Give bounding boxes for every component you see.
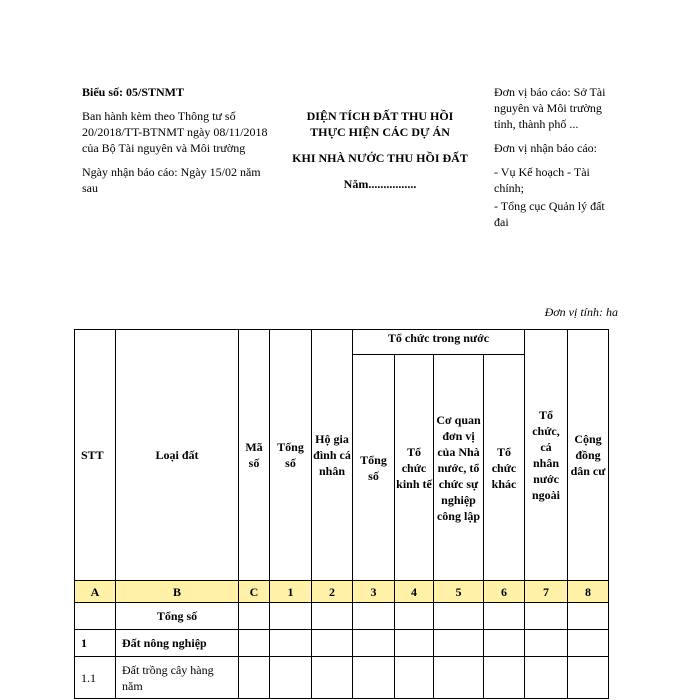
header-ma-so: Mã số — [239, 330, 270, 581]
table-row — [75, 630, 609, 657]
index-cell: 2 — [312, 581, 353, 603]
unit-label: Đơn vị tính: ha — [544, 305, 618, 319]
index-cell: 7 — [525, 581, 568, 603]
report-table — [74, 329, 609, 699]
table-row — [75, 657, 609, 699]
header-row-1 — [75, 330, 609, 355]
reporting-info — [494, 84, 614, 238]
index-row — [75, 581, 609, 603]
row-name: Đất nông nghiệp — [116, 630, 239, 657]
receiver-2: - Tổng cục Quản lý đất đai — [494, 199, 605, 229]
header-tc-tong-so: Tổng số — [353, 355, 395, 581]
table-row — [75, 603, 609, 630]
index-cell: B — [116, 581, 239, 603]
report-title — [275, 108, 485, 192]
header-co-quan: Cơ quan đơn vị của Nhà nước, tổ chức sự nghiệp công lập — [434, 355, 484, 581]
header-loai-dat: Loại đất — [116, 330, 239, 581]
index-cell: 3 — [353, 581, 395, 603]
index-cell: 5 — [434, 581, 484, 603]
header-to-chuc-kinh-te: Tổ chức kinh tế — [395, 355, 434, 581]
header-cong-dong: Cộng đồng dân cư — [568, 330, 609, 581]
header-tong-so: Tổng số — [270, 330, 312, 581]
index-cell: 1 — [270, 581, 312, 603]
receiver-1: - Vụ Kế hoạch - Tài chính; — [494, 165, 590, 195]
index-cell: C — [239, 581, 270, 603]
title-line-2: THỰC HIỆN CÁC DỰ ÁN — [310, 125, 450, 139]
header-stt: STT — [75, 330, 116, 581]
index-cell: A — [75, 581, 116, 603]
receive-date-text: Ngày nhận báo cáo: Ngày 15/02 năm sau — [82, 165, 261, 195]
form-code: Biểu số: 05/STNMT — [82, 85, 185, 99]
index-cell: 4 — [395, 581, 434, 603]
row-stt: 1 — [75, 630, 116, 657]
receiver-label: Đơn vị nhận báo cáo: — [494, 141, 597, 155]
title-line-1: DIỆN TÍCH ĐẤT THU HỒI — [306, 109, 454, 123]
issued-by-text: Ban hành kèm theo Thông tư số 20/2018/TT-BTNMT ngày 08/11/2018 của Bộ Tài nguyên và Môi trường — [82, 109, 268, 155]
report-year: Năm................ — [343, 177, 417, 191]
row-stt: 1.1 — [75, 657, 116, 699]
row-name: Tổng số — [116, 603, 239, 630]
header-to-chuc-khac: Tổ chức khác — [484, 355, 525, 581]
row-name: Đất trồng cây hàng năm — [116, 657, 239, 699]
index-cell: 8 — [568, 581, 609, 603]
header-to-chuc-nuoc-ngoai: Tổ chức, cá nhân nước ngoài — [525, 330, 568, 581]
row-stt — [75, 603, 116, 630]
header-ho-gia-dinh: Hộ gia đình cá nhân — [312, 330, 353, 581]
form-info — [82, 84, 268, 204]
index-cell: 6 — [484, 581, 525, 603]
reporter-text: Đơn vị báo cáo: Sở Tài nguyên và Môi trường tỉnh, thành phố ... — [494, 85, 606, 131]
header-to-chuc-trong-nuoc: Tổ chức trong nước — [353, 330, 525, 355]
title-line-3: KHI NHÀ NƯỚC THU HỒI ĐẤT — [292, 151, 468, 165]
